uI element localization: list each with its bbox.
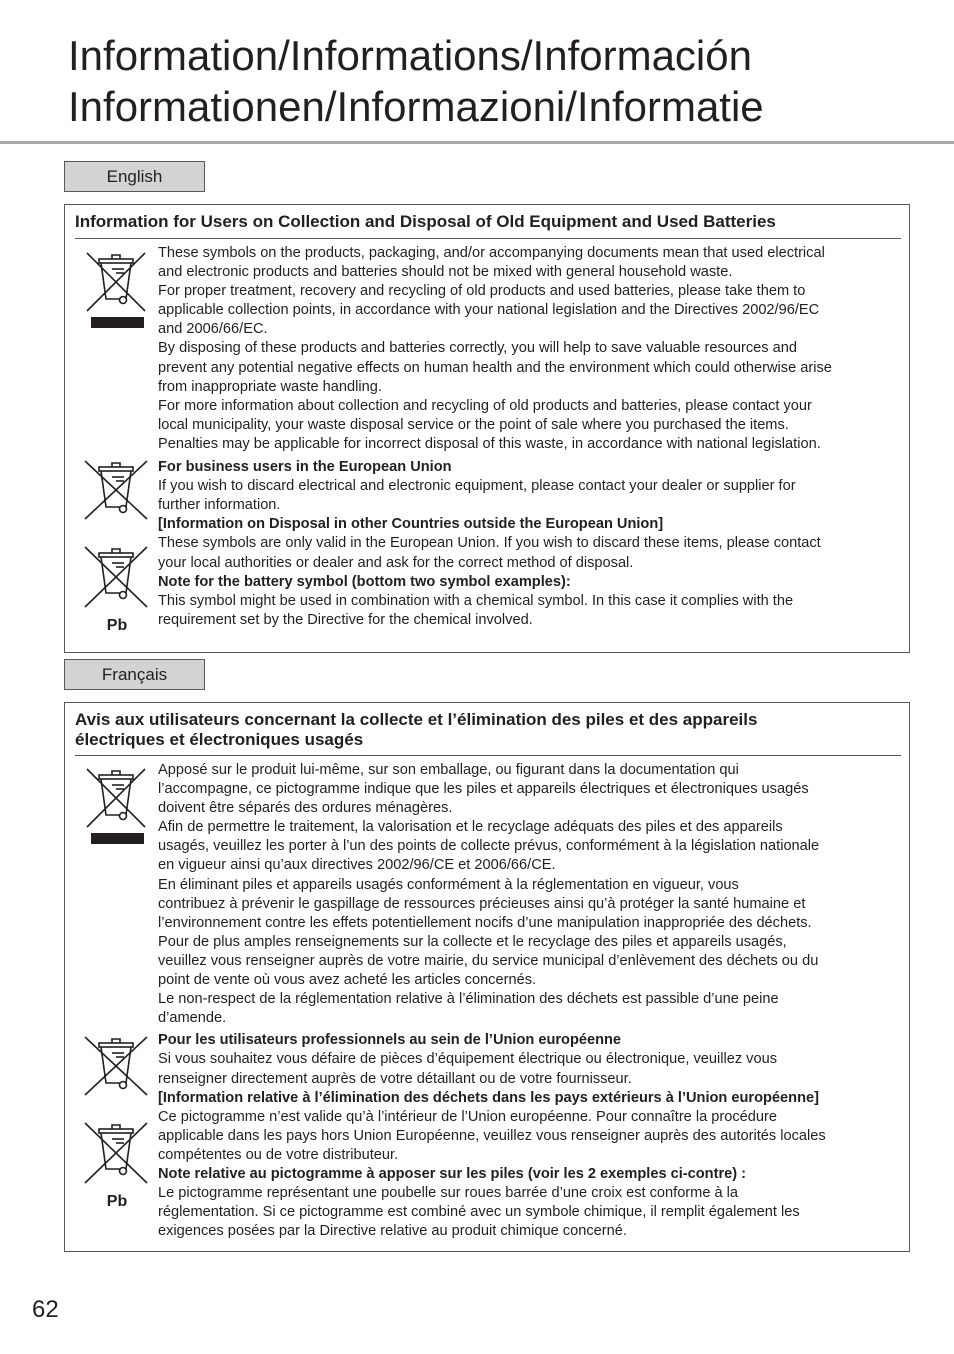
text-line: requirement set by the Directive for the chemical involved. bbox=[158, 611, 533, 628]
text-line: usagés, veuillez les porter à l’un des points de collecte prévus, conformément à la législation nationale bbox=[158, 838, 820, 855]
title-divider bbox=[0, 141, 954, 144]
text-line: Ce pictogramme n’est valide qu’à l’intérieur de l’Union européenne. Pour connaître la procédure bbox=[158, 1108, 777, 1125]
french-body-text bbox=[158, 761, 899, 1241]
crossed-out-wheelie-bin-icon bbox=[83, 459, 149, 521]
language-tab-english: English bbox=[64, 161, 205, 192]
other-countries-heading: [Information relative à l’élimination des déchets dans les pays extérieurs à l’Union européenne] bbox=[158, 1089, 819, 1106]
text-line: local municipality, your waste disposal service or the point of sale where you purchased the items. bbox=[158, 416, 789, 433]
language-tab-french: Français bbox=[64, 659, 205, 690]
page-number: 62 bbox=[32, 1296, 59, 1323]
text-line: exigences posées par la Directive relative au produit chimique concerné. bbox=[158, 1223, 627, 1240]
text-line: Apposé sur le produit lui-même, sur son emballage, ou figurant dans la documentation qui bbox=[158, 762, 739, 778]
text-line: d’amende. bbox=[158, 1010, 227, 1027]
text-line: Le pictogramme représentant une poubelle sur roues barrée d’une croix est conforme à la bbox=[158, 1185, 739, 1202]
crossed-out-wheelie-bin-icon bbox=[83, 1035, 149, 1097]
chemical-symbol-label: Pb bbox=[106, 1193, 128, 1210]
french-notice-box bbox=[64, 702, 910, 1252]
business-users-heading: For business users in the European Union bbox=[158, 459, 452, 476]
text-line: l’accompagne, ce pictogramme indique que les piles et appareils électriques et électroniques usagés bbox=[158, 781, 809, 798]
text-line: and 2006/66/EC. bbox=[158, 321, 268, 338]
text-line: These symbols are only valid in the European Union. If you wish to discard these items, please contact bbox=[158, 535, 821, 552]
heading-line: Avis aux utilisateurs concernant la collecte et l’élimination des piles et des appareils bbox=[75, 710, 758, 729]
text-line: and electronic products and batteries should not be mixed with general household waste. bbox=[158, 264, 733, 281]
text-line: En éliminant piles et appareils usagés conformément à la réglementation en vigueur, vous bbox=[158, 876, 739, 893]
text-line: prevent any potential negative effects on human health and the environment which could otherwise arise bbox=[158, 359, 832, 376]
other-countries-heading: [Information on Disposal in other Countries outside the European Union] bbox=[158, 516, 664, 533]
text-line: By disposing of these products and batteries correctly, you will help to save valuable resources and bbox=[158, 340, 797, 357]
english-body-text bbox=[158, 244, 899, 630]
page-title-line-2: Informationen/Informazioni/Informatie bbox=[68, 83, 764, 130]
battery-symbol-heading: Note relative au pictogramme à apposer sur les piles (voir les 2 exemples ci-contre) : bbox=[158, 1165, 747, 1182]
text-line: réglementation. Si ce pictogramme est combiné avec un symbole chimique, il remplit également les bbox=[158, 1204, 800, 1221]
french-heading-divider bbox=[75, 755, 901, 756]
page-title bbox=[68, 30, 764, 132]
text-line: This symbol might be used in combination with a chemical symbol. In this case it complies with the bbox=[158, 592, 794, 609]
crossed-out-wheelie-bin-icon bbox=[83, 761, 149, 847]
page-title-line-1: Information/Informations/Información bbox=[68, 32, 752, 79]
french-business-section bbox=[158, 1031, 899, 1241]
text-line: Pour de plus amples renseignements sur la collecte et le recyclage des piles et appareils usagés, bbox=[158, 933, 787, 950]
text-line: renseigner directement auprès de votre détaillant ou de votre fournisseur. bbox=[158, 1070, 632, 1087]
text-line: Si vous souhaitez vous défaire de pièces d’équipement électrique ou électronique, veuillez vous bbox=[158, 1051, 777, 1068]
english-notice-heading: Information for Users on Collection and Disposal of Old Equipment and Used Batteries bbox=[75, 212, 776, 231]
french-notice-heading bbox=[75, 710, 901, 750]
text-line: compétentes ou de votre distributeur. bbox=[158, 1146, 399, 1163]
chemical-symbol-label: Pb bbox=[106, 617, 128, 634]
crossed-out-wheelie-bin-icon bbox=[83, 245, 149, 331]
battery-symbol-heading: Note for the battery symbol (bottom two symbol examples): bbox=[158, 573, 571, 590]
english-business-section bbox=[158, 458, 899, 630]
text-line: For more information about collection and recycling of old products and batteries, please contact your bbox=[158, 397, 812, 414]
text-line: applicable collection points, in accordance with your national legislation and the Directives 2002/96/EC bbox=[158, 302, 820, 319]
text-line: If you wish to discard electrical and electronic equipment, please contact your dealer or supplier for bbox=[158, 478, 796, 495]
text-line: veuillez vous renseigner auprès de votre mairie, du service municipal d’enlèvement des déchets ou du bbox=[158, 952, 819, 969]
french-main-paragraph bbox=[158, 761, 899, 1028]
text-line: your local authorities or dealer and ask for the correct method of disposal. bbox=[158, 554, 634, 571]
crossed-out-wheelie-bin-icon bbox=[83, 1121, 149, 1185]
text-line: further information. bbox=[158, 497, 281, 514]
text-line: from inappropriate waste handling. bbox=[158, 378, 382, 395]
text-line: Penalties may be applicable for incorrect disposal of this waste, in accordance with national legislation. bbox=[158, 435, 821, 452]
text-line: For proper treatment, recovery and recycling of old products and used batteries, please take them to bbox=[158, 283, 806, 300]
english-notice-box bbox=[64, 204, 910, 653]
heading-line: électriques et électroniques usagés bbox=[75, 730, 364, 749]
crossed-out-wheelie-bin-icon bbox=[83, 545, 149, 609]
english-heading-divider bbox=[75, 238, 901, 239]
text-line: contribuez à prévenir le gaspillage de ressources précieuses ainsi qu’à protéger la santé humaine et bbox=[158, 895, 806, 912]
business-users-heading: Pour les utilisateurs professionnels au sein de l’Union européenne bbox=[158, 1032, 622, 1049]
text-line: applicable dans les pays hors Union Européenne, veuillez vous renseigner auprès des autorités locales bbox=[158, 1127, 826, 1144]
text-line: Le non-respect de la réglementation relative à l’élimination des déchets est passible d’une peine bbox=[158, 991, 779, 1008]
text-line: en vigueur ainsi qu’aux directives 2002/96/CE et 2006/66/CE. bbox=[158, 857, 556, 874]
english-main-paragraph bbox=[158, 244, 899, 454]
text-line: These symbols on the products, packaging, and/or accompanying documents mean that used electrical bbox=[158, 245, 825, 261]
text-line: l’environnement contre les effets potentiellement nocifs d’une manipulation inappropriée des déchets. bbox=[158, 914, 812, 931]
text-line: Afin de permettre le traitement, la valorisation et le recyclage adéquats des piles et des appareils bbox=[158, 819, 783, 836]
text-line: doivent être séparés des ordures ménagères. bbox=[158, 800, 453, 817]
text-line: point de vente où vous avez acheté les articles concernés. bbox=[158, 972, 537, 989]
